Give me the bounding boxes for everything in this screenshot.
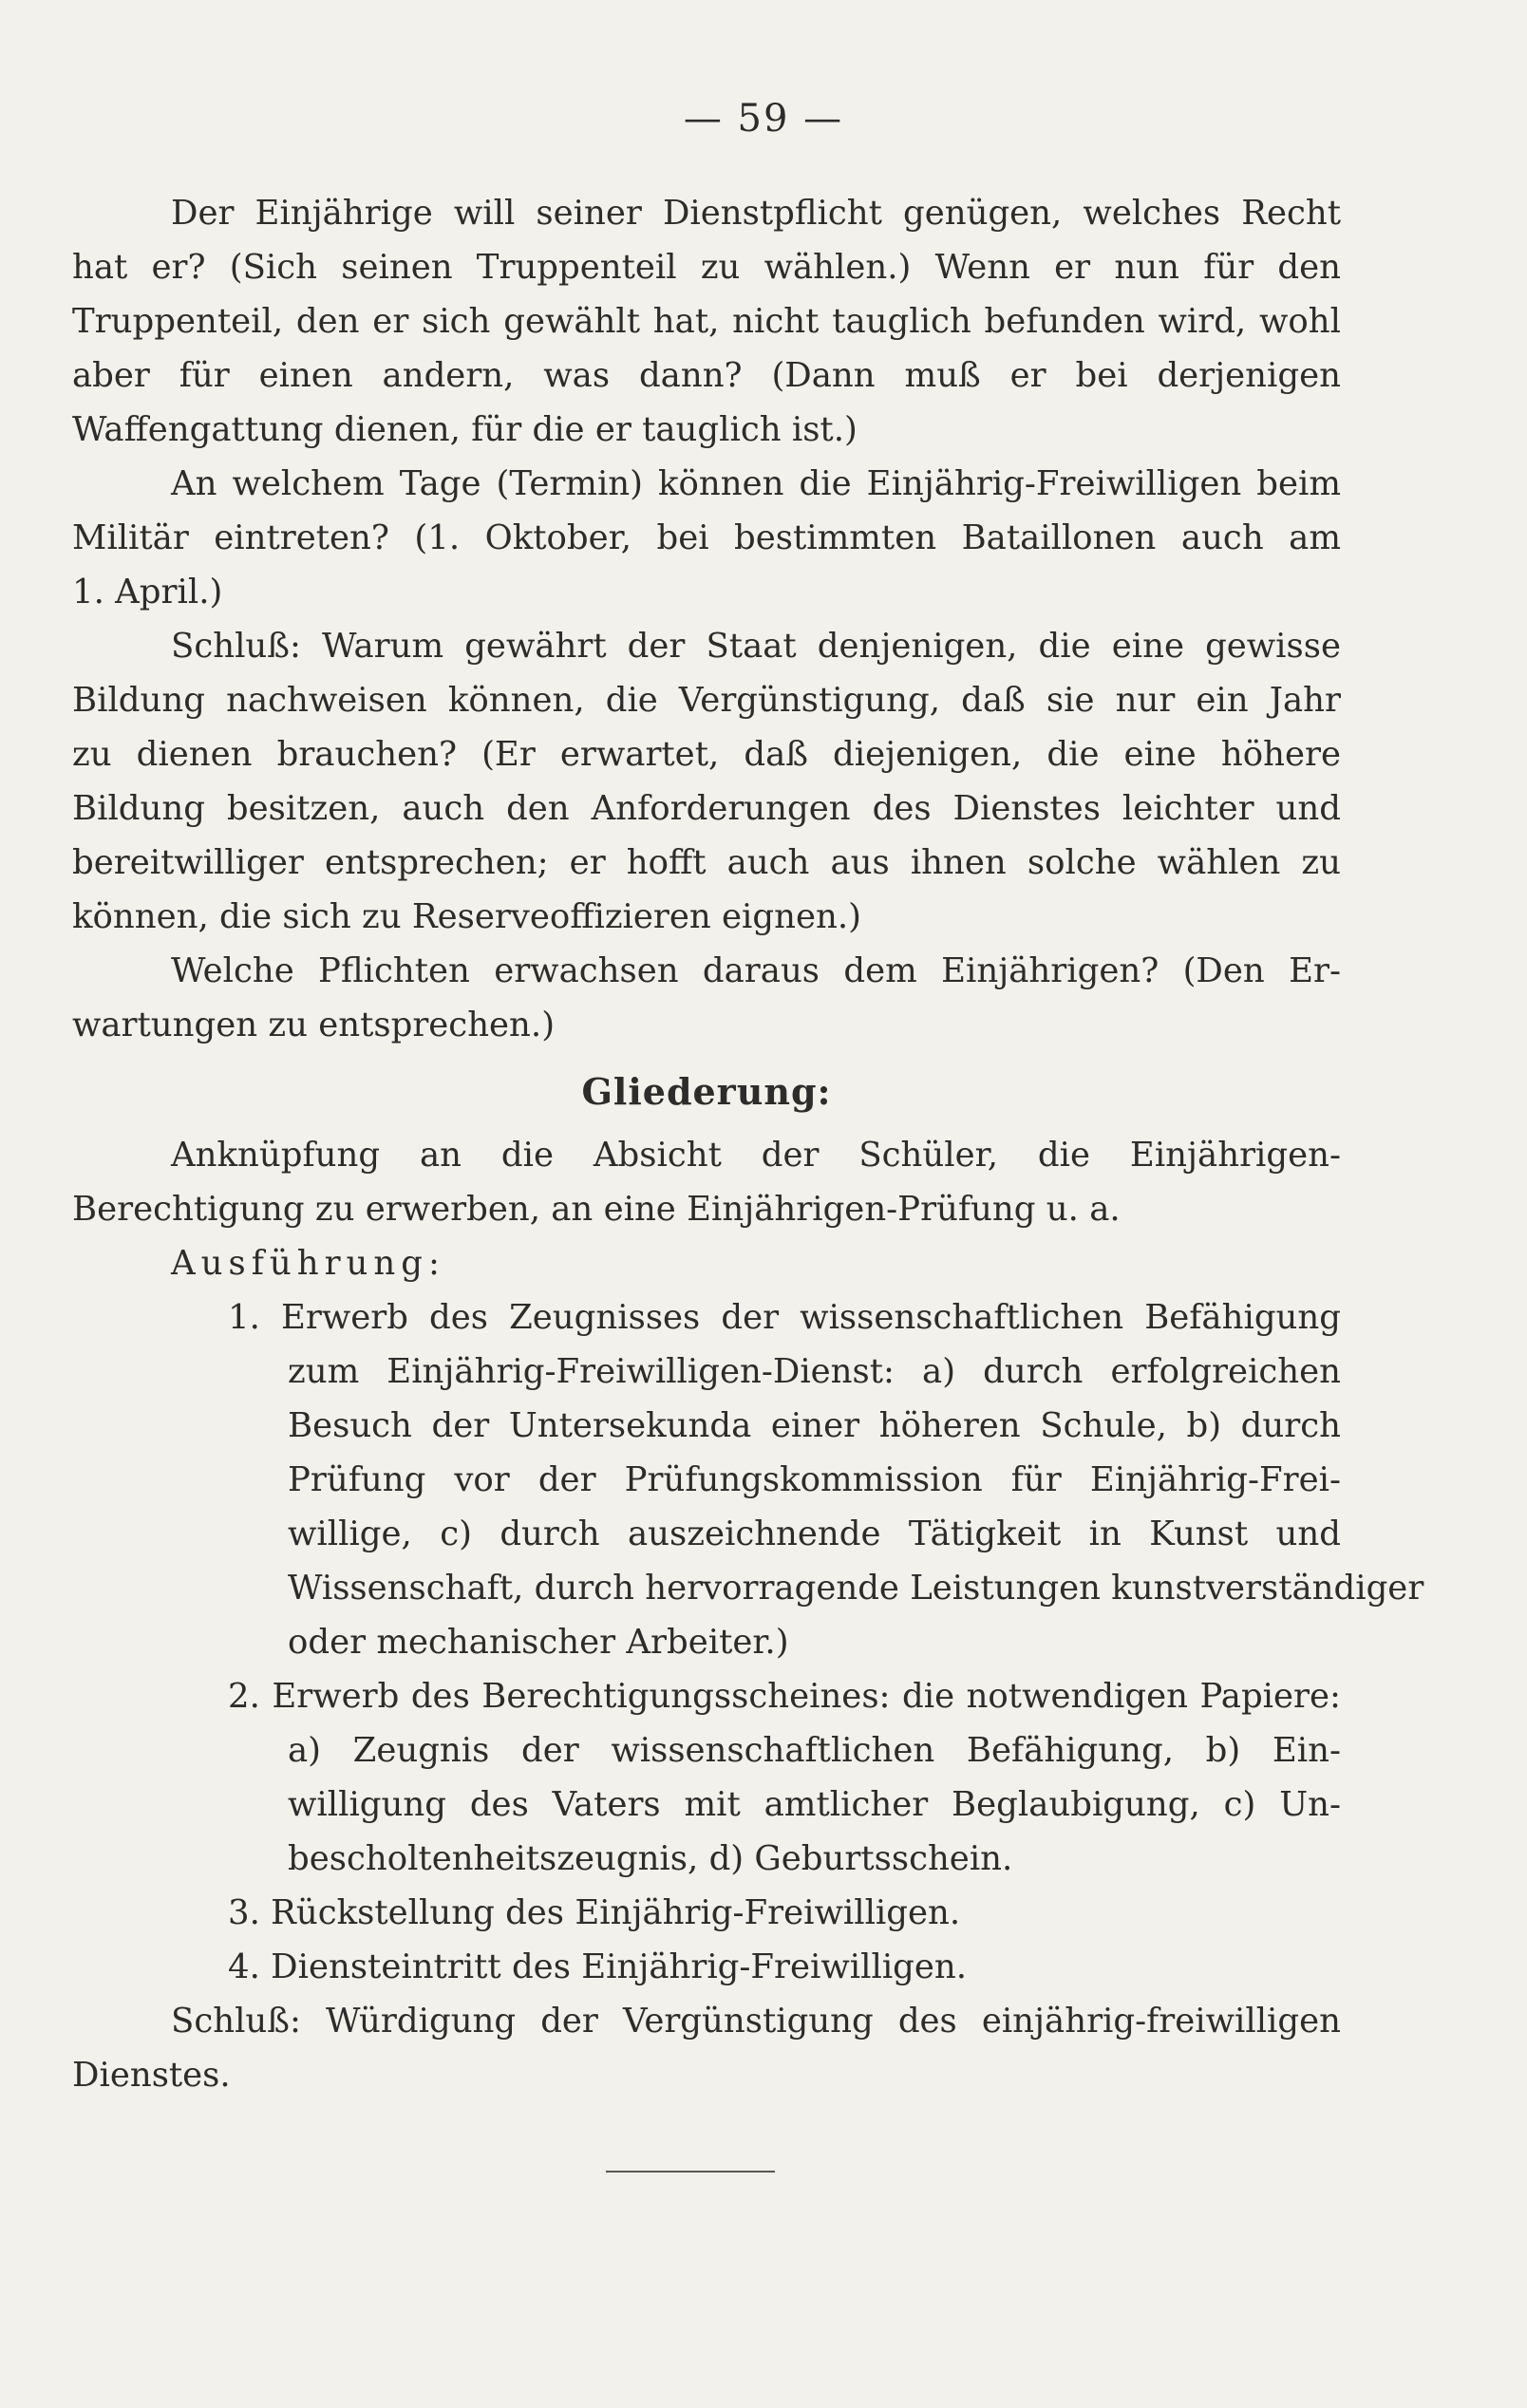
outline-item-line: 1. Erwerb des Zeugnisses der wissenschaftlichen Befähigung [228, 1298, 1341, 1337]
paragraph-line: Der Einjährige will seiner Dienstpflicht genügen, welches Recht [171, 194, 1341, 233]
paragraph-line: 1. April.) [72, 573, 223, 611]
outline-line: Dienstes. [72, 2056, 231, 2095]
outline-item-line: 3. Rückstellung des Einjährig-Freiwilligen. [228, 1893, 961, 1932]
paragraph-line: An welchem Tage (Termin) können die Einjährig-Freiwilligen beim [171, 464, 1341, 503]
outline-line: Anknüpfung an die Absicht der Schüler, die Einjährigen- [171, 1136, 1341, 1175]
page-number: — 59 — [683, 97, 844, 141]
body-text [72, 186, 1424, 2102]
outline-item-line: zum Einjährig-Freiwilligen-Dienst: a) durch erfolgreichen [288, 1352, 1341, 1391]
section-heading: Gliederung: [581, 1070, 832, 1113]
paragraph-line: Bildung besitzen, auch den Anforderungen des Dienstes leichter und [72, 789, 1341, 828]
outline-item-line: a) Zeugnis der wissenschaftlichen Befähigung, b) Ein- [288, 1731, 1341, 1770]
paragraph-line: Waffengattung dienen, für die er tauglich ist.) [72, 410, 858, 449]
outline-item-line: oder mechanischer Arbeiter.) [288, 1623, 789, 1662]
paragraph-line: zu dienen brauchen? (Er erwartet, daß diejenigen, die eine höhere [72, 735, 1341, 774]
outline-item-line: willigung des Vaters mit amtlicher Beglaubigung, c) Un- [288, 1785, 1341, 1824]
outline-item-line: willige, c) durch auszeichnende Tätigkeit in Kunst und [288, 1514, 1341, 1553]
section-divider [606, 2171, 775, 2173]
outline-line: Schluß: Würdigung der Vergünstigung des einjährig-freiwilligen [171, 2002, 1341, 2041]
outline-item-line: Besuch der Untersekunda einer höheren Schule, b) durch [288, 1406, 1341, 1445]
outline-item-line: bescholtenheitszeugnis, d) Geburtsschein. [288, 1839, 1013, 1878]
outline-item-line: Prüfung vor der Prüfungskommission für Einjährig-Frei- [288, 1460, 1341, 1499]
paragraph-line: wartungen zu entsprechen.) [72, 1006, 556, 1044]
paragraph-line: bereitwilliger entsprechen; er hofft auch aus ihnen solche wählen zu [72, 843, 1341, 882]
outline-item-line: 4. Diensteintritt des Einjährig-Freiwilligen. [228, 1947, 968, 1986]
outline-label: Ausführung: [171, 1244, 445, 1283]
paragraph-line: Militär eintreten? (1. Oktober, bei bestimmten Bataillonen auch am [72, 518, 1341, 557]
paragraph-line: aber für einen andern, was dann? (Dann muß er bei derjenigen [72, 356, 1341, 395]
paragraph-line: Welche Pflichten erwachsen daraus dem Einjährigen? (Den Er- [171, 951, 1341, 990]
paragraph-line: hat er? (Sich seinen Truppenteil zu wählen.) Wenn er nun für den [72, 248, 1341, 287]
outline-item-line: 2. Erwerb des Berechtigungsscheines: die notwendigen Papiere: [228, 1677, 1341, 1716]
outline-line: Berechtigung zu erwerben, an eine Einjährigen-Prüfung u. a. [72, 1190, 1121, 1229]
paragraph-line: können, die sich zu Reserveoffizieren eignen.) [72, 897, 861, 936]
paragraph-line: Truppenteil, den er sich gewählt hat, nicht tauglich befunden wird, wohl [72, 302, 1341, 341]
paragraph-line: Bildung nachweisen können, die Vergünstigung, daß sie nur ein Jahr [72, 681, 1341, 720]
paragraph-line: Schluß: Warum gewährt der Staat denjenigen, die eine gewisse [171, 627, 1341, 666]
outline-item-line: Wissenschaft, durch hervorragende Leistungen kunstverständiger [288, 1569, 1424, 1608]
